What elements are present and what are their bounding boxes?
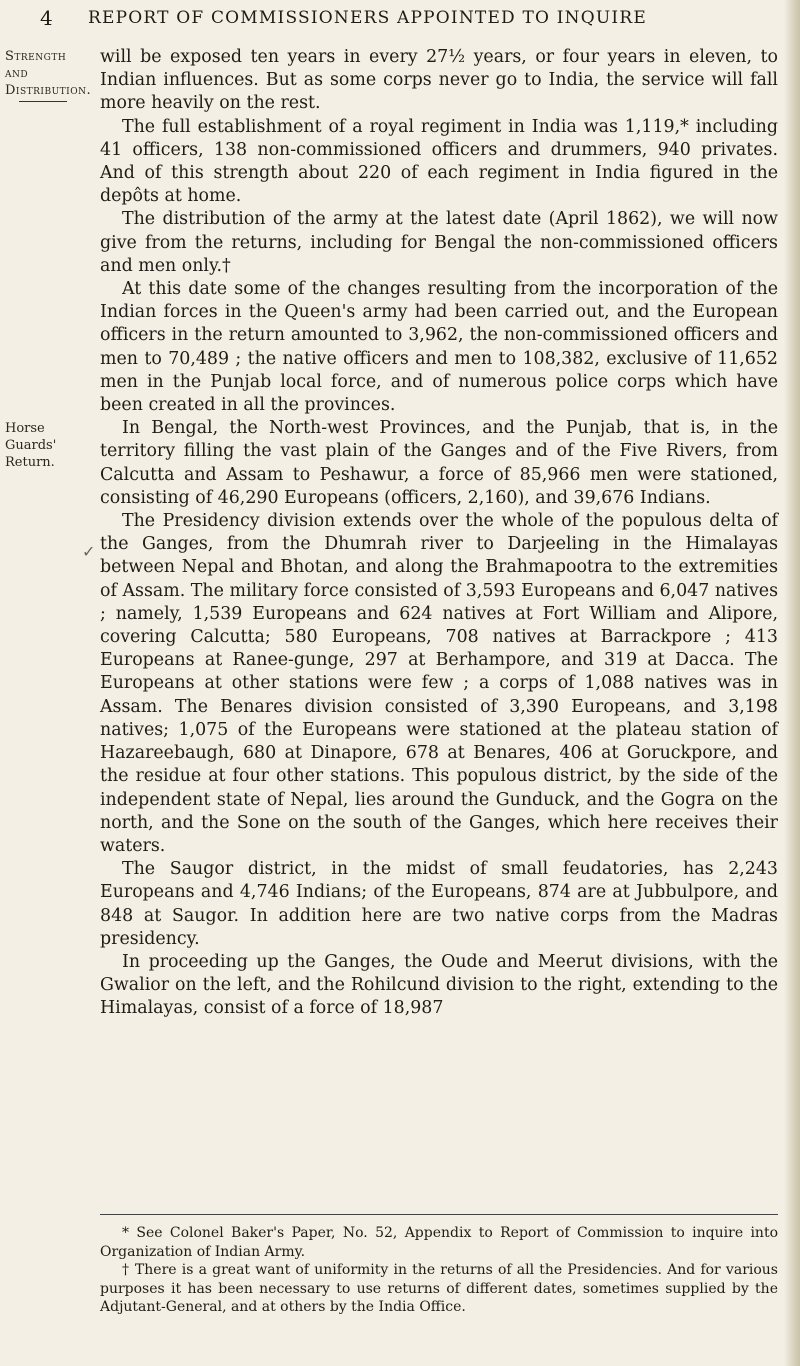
- paragraph: will be exposed ten years in every 27½ years, or four years in eleven, to Indian influences. But as some corps never go to India, the service will fall more heavily on the rest.: [100, 47, 778, 114]
- page-edge-shadow: [784, 0, 800, 1366]
- footnote-rule: [100, 1214, 778, 1215]
- body-text: [100, 46, 778, 1021]
- footnote: † There is a great want of uniformity in the returns of all the Presidencies. And for various purposes it has been necessary to use returns of different dates, sometimes supplied by the Adjutant-General, and at others by the India Office.: [100, 1262, 778, 1315]
- margin-note-text: Horse Guards' Return.: [5, 421, 57, 470]
- paragraph: In proceeding up the Ganges, the Oude and Meerut divisions, with the Gwalior on the left, and the Rohilcund division to the right, extending to the Himalayas, consist of a force of 18,987: [100, 951, 778, 1019]
- running-title: REPORT OF COMMISSIONERS APPOINTED TO INQUIRE: [88, 8, 647, 28]
- page-number: 4: [40, 6, 54, 30]
- paragraph: The Presidency division extends over the whole of the populous delta of the Ganges, from the Dhumrah river to Darjeeling in the Himalayas between Nepal and Bhotan, and along the Brahmapootra to the extremities of Assam. The military force consisted of 3,593 Europeans and 6,047 natives ; namely, 1,539 Europeans and 624 natives at Fort William and Alipore, covering Calcutta; 580 Europeans, 708 natives at Barrackpore ; 413 Europeans at Ranee-gunge, 297 at Berhampore, and 319 at Dacca. The Europeans at other stations were few ; a corps of 1,088 natives was in Assam. The Benares division consisted of 3,390 Europeans, and 3,198 natives; 1,075 of the Europeans were stationed at the plateau station of Hazareebaugh, 680 at Dinapore, 678 at Benares, 406 at Goruckpore, and the residue at four other stations. This populous district, by the side of the independent state of Nepal, lies around the Gunduck, and the Gogra on the north, and the Sone on the south of the Ganges, which here receives their waters.: [100, 511, 778, 856]
- footnotes: [100, 1224, 778, 1317]
- paragraph: The distribution of the army at the latest date (April 1862), we will now give from the returns, including for Bengal the non-commissioned officers and men only.†: [100, 209, 778, 276]
- margin-note-horse-guards: [5, 420, 93, 471]
- pencil-tick-mark: ✓: [82, 542, 96, 561]
- footnote: * See Colonel Baker's Paper, No. 52, Appendix to Report of Commission to inquire into Organization of Indian Army.: [100, 1225, 778, 1260]
- paragraph: In Bengal, the North-west Provinces, and the Punjab, that is, in the territory filling the vast plain of the Ganges and of the Five Rivers, from Calcutta and Assam to Peshawur, a force of 85,966 men were stationed, consisting of 46,290 Europeans (officers, 2,160), and 39,676 Indians.: [100, 418, 778, 508]
- page-header: [40, 6, 760, 36]
- margin-note-rule: [19, 101, 67, 102]
- paragraph: At this date some of the changes resulting from the incorporation of the Indian forces in the Queen's army had been carried out, and the European officers in the return amounted to 3,962, the non-commissioned officers and men to 70,489 ; the native officers and men to 108,382, exclusive of 11,652 men in the Punjab local force, and of numerous police corps which have been created in all the provinces.: [100, 279, 778, 416]
- paragraph: The full establishment of a royal regiment in India was 1,119,* including 41 officers, 138 non-commissioned officers and drummers, 940 privates. And of this strength about 220 of each regiment in India figured in the depôts at home.: [100, 116, 778, 207]
- margin-note-strength: [5, 48, 93, 102]
- margin-note-text: Strength and Distribution.: [5, 49, 92, 98]
- paragraph: The Saugor district, in the midst of small feudatories, has 2,243 Europeans and 4,746 Indians; of the Europeans, 874 are at Jubbulpore, and 848 at Saugor. In addition here are two native corps from the Madras presidency.: [100, 859, 778, 949]
